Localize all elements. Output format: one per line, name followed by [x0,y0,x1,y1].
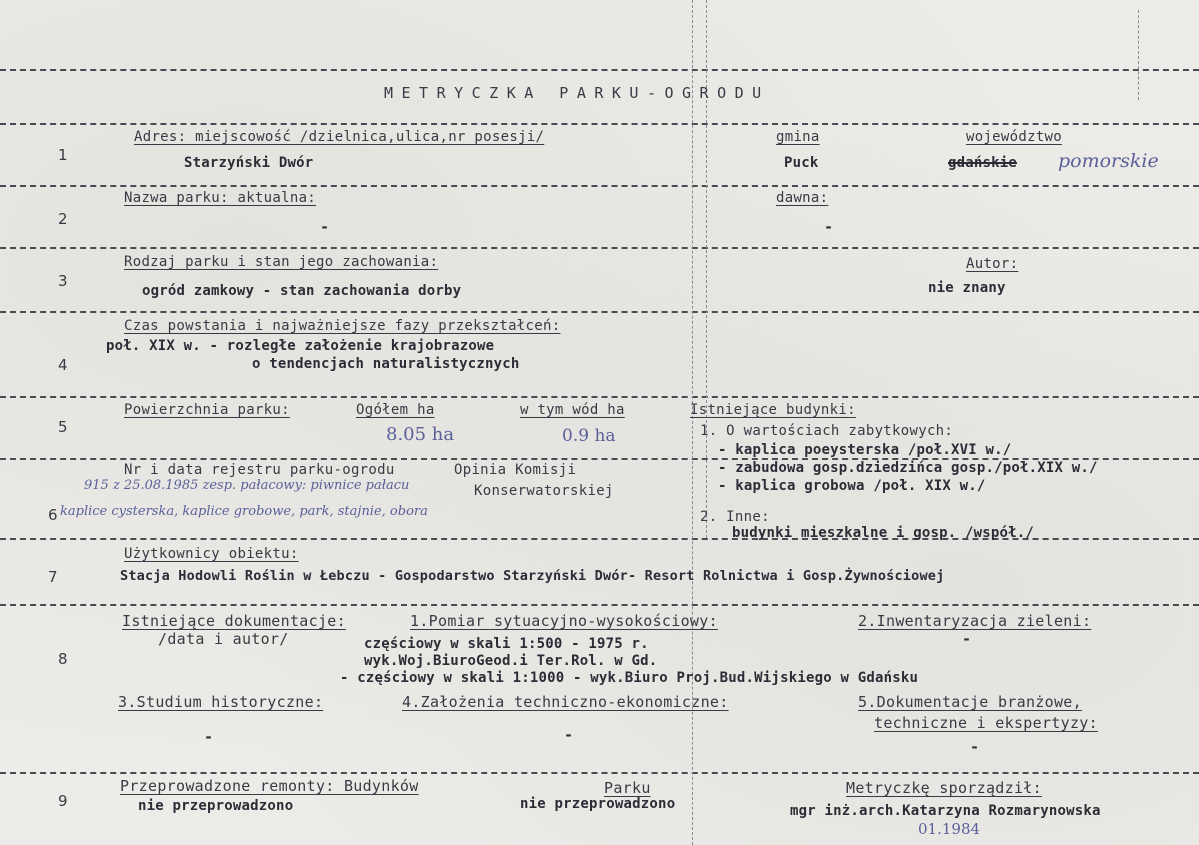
row-number: 3 [58,272,68,290]
author-label: Autor: [966,256,1019,272]
building-item: - kaplica poeysterska /poł.XVI w./ [718,442,1012,458]
survey-line: częściowy w skali 1:500 - 1975 r. [364,636,649,652]
gmina-value: Puck [784,155,819,171]
author-value: nie znany [928,280,1006,296]
address-value: Starzyński Dwór [184,155,314,171]
row-divider [0,185,1199,187]
row-divider [0,772,1199,774]
historical-study-value: - [204,728,214,746]
building-item: - kaplica grobowa /poł. XIX w./ [718,478,986,494]
row-divider [0,247,1199,249]
users-label: Użytkownicy obiektu: [124,546,299,562]
row-number: 6 [48,506,58,524]
column-divider [706,0,707,538]
history-label: Czas powstania i najważniejsze fazy przekształceń: [124,318,561,334]
survey-label: 1.Pomiar sytuacyjno-wysokościowy: [410,612,718,630]
commission-opinion-label: Opinia Komisji [454,462,577,478]
industry-docs-value: - [970,738,980,756]
park-name-label: Nazwa parku: aktualna: [124,190,317,206]
renovations-label: Przeprowadzone remonty: Budynków [120,777,419,795]
address-label: Adres: miejscowość /dzielnica,ulica,nr posesji/ [134,129,545,145]
park-renovations-label: Parku [604,779,651,797]
gmina-label: gmina [776,129,820,145]
prepared-by-label: Metryczkę sporządził: [846,779,1042,797]
water-area-value: 0.9 ha [562,426,616,446]
tech-econ-value: - [564,726,574,744]
former-name-value: - [824,218,834,236]
registry-handwritten-2: kaplice cysterska, kaplice grobowe, park, stajnie, obora [60,504,428,519]
row-number: 1 [58,146,68,164]
buildings-historic-heading: 1. O wartościach zabytkowych: [700,423,954,439]
buildings-label: Istniejące budynki: [690,402,856,418]
greenery-inventory-value: - [962,630,972,648]
row-divider [0,69,1199,71]
row-number: 8 [58,650,68,668]
park-type-value: ogród zamkowy - stan zachowania dorby [142,283,462,299]
registry-label: Nr i data rejestru parku-ogrodu [124,462,395,478]
row-divider [0,311,1199,313]
row-divider [0,396,1199,398]
row-divider [0,604,1199,606]
building-item: - zabudowa gosp.dziedzińca gosp./poł.XIX w./ [718,460,1098,476]
park-type-label: Rodzaj parku i stan jego zachowania: [124,254,439,270]
commission-opinion-label-2: Konserwatorskiej [474,483,614,499]
industry-docs-label-2: techniczne i ekspertyzy: [874,714,1098,732]
users-value: Stacja Hodowli Roślin w Łebczu - Gospodarstwo Starzyński Dwór- Resort Rolnictwa i Gosp.Żywnościowej [120,568,945,584]
renovations-buildings-value: nie przeprowadzono [138,798,294,814]
voivodeship-label: województwo [966,129,1063,145]
prepared-by-value: mgr inż.arch.Katarzyna Rozmarynowska [790,803,1101,819]
row-number: 4 [58,356,68,374]
area-label: Powierzchnia parku: [124,402,290,418]
row-number: 7 [48,568,58,586]
history-value-line2: o tendencjach naturalistycznych [252,356,520,372]
row-number: 5 [58,418,68,436]
row-number: 2 [58,210,68,228]
industry-docs-label: 5.Dokumentacje branżowe, [858,693,1082,711]
total-area-value: 8.05 ha [386,424,455,445]
prepared-date: 01.1984 [918,820,981,838]
column-divider [1138,10,1139,100]
row-divider [0,123,1199,125]
documentation-sublabel: /data i autor/ [158,630,289,648]
water-area-label: w tym wód ha [520,402,625,418]
voivodeship-value: gdańskie [948,155,1018,171]
greenery-inventory-label: 2.Inwentaryzacja zieleni: [858,612,1092,630]
former-name-label: dawna: [776,190,829,206]
voivodeship-handwritten: pomorskie [1058,150,1159,172]
form-title: METRYCZKA PARKU-OGRODU [384,84,770,102]
column-divider [692,0,693,845]
total-area-label: Ogółem ha [356,402,435,418]
registry-handwritten-1: 915 z 25.08.1985 zesp. pałacowy: piwnice pałacu [84,478,410,493]
building-item: budynki mieszkalne i gosp. /współ./ [732,525,1035,541]
history-value-line1: poł. XIX w. - rozległe założenie krajobrazowe [106,338,495,354]
row-number: 9 [58,792,68,810]
documentation-label: Istniejące dokumentacje: [122,612,346,630]
survey-line: wyk.Woj.BiuroGeod.i Ter.Rol. w Gd. [364,653,658,669]
historical-study-label: 3.Studium historyczne: [118,693,324,711]
tech-econ-label: 4.Założenia techniczno-ekonomiczne: [402,693,729,711]
buildings-other-heading: 2. Inne: [700,509,770,525]
survey-line: - częściowy w skali 1:1000 - wyk.Biuro Proj.Bud.Wijskiego w Gdańsku [340,670,919,686]
park-name-value: - [320,218,330,236]
park-renovations-value: nie przeprowadzono [520,796,676,812]
